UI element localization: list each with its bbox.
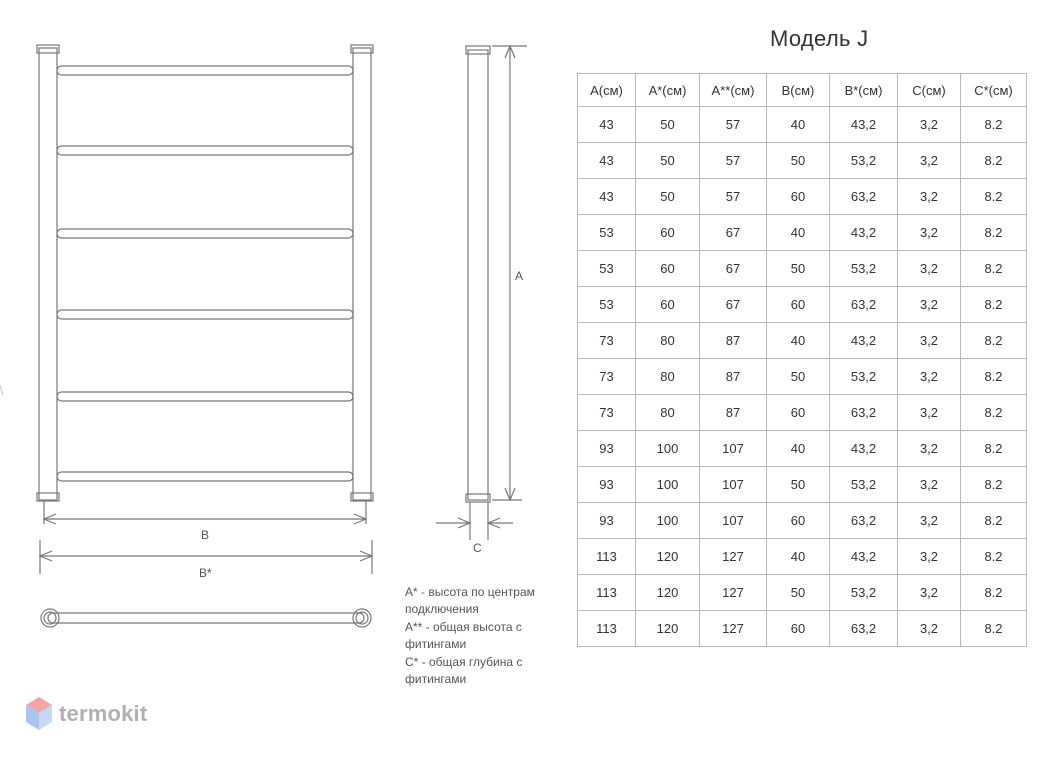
table-cell: 53 <box>578 215 636 251</box>
table-cell: 113 <box>578 539 636 575</box>
table-cell: 43 <box>578 143 636 179</box>
table-cell: 60 <box>636 215 700 251</box>
hexagon-logo-icon <box>25 696 53 732</box>
table-cell: 87 <box>700 395 767 431</box>
table-cell: 50 <box>767 143 830 179</box>
side-view-post <box>468 50 488 500</box>
table-row <box>578 251 1027 287</box>
table-row <box>578 539 1027 575</box>
table-cell: 53,2 <box>830 251 898 287</box>
table-cell: 50 <box>636 143 700 179</box>
table-row <box>578 611 1027 647</box>
table-cell: 3,2 <box>898 575 961 611</box>
note-c-star: C* - общая глубина с фитингами <box>405 654 523 687</box>
header-cell: C(см) <box>898 74 961 107</box>
table-cell: 120 <box>636 611 700 647</box>
table-cell: 107 <box>700 503 767 539</box>
horizontal-bars <box>57 66 353 481</box>
table-cell: 120 <box>636 539 700 575</box>
table-row <box>578 467 1027 503</box>
table-cell: 8.2 <box>961 503 1027 539</box>
table-cell: 43,2 <box>830 323 898 359</box>
table-cell: 63,2 <box>830 611 898 647</box>
note-a-double-star: A** - общая высота с фитингами <box>405 619 522 652</box>
table-cell: 8.2 <box>961 107 1027 143</box>
table-cell: 8.2 <box>961 287 1027 323</box>
table-cell: 100 <box>636 467 700 503</box>
table-cell: 53,2 <box>830 467 898 503</box>
table-cell: 3,2 <box>898 287 961 323</box>
dimension-b-label: B <box>201 528 210 542</box>
left-post <box>39 48 57 500</box>
table-cell: 63,2 <box>830 503 898 539</box>
table-cell: 8.2 <box>961 143 1027 179</box>
table-cell: 43 <box>578 107 636 143</box>
header-cell: A**(см) <box>700 74 767 107</box>
logo <box>25 696 147 732</box>
table-row <box>578 179 1027 215</box>
table-cell: 3,2 <box>898 323 961 359</box>
table-cell: 43,2 <box>830 107 898 143</box>
table-row <box>578 395 1027 431</box>
table-cell: 50 <box>767 575 830 611</box>
table-cell: 67 <box>700 287 767 323</box>
table-cell: 43,2 <box>830 539 898 575</box>
table-cell: 107 <box>700 467 767 503</box>
table-cell: 40 <box>767 107 830 143</box>
table-cell: 50 <box>767 467 830 503</box>
dimensions-table <box>577 73 1027 647</box>
table-cell: 3,2 <box>898 395 961 431</box>
table-cell: 60 <box>767 179 830 215</box>
table-cell: 60 <box>636 287 700 323</box>
table-cell: 80 <box>636 395 700 431</box>
table-header-row <box>578 74 1027 107</box>
table-cell: 57 <box>700 107 767 143</box>
table-cell: 100 <box>636 431 700 467</box>
table-cell: 50 <box>767 359 830 395</box>
table-cell: 87 <box>700 359 767 395</box>
table-cell: 50 <box>767 251 830 287</box>
top-view-bar <box>48 613 364 623</box>
dimension-a-label: A <box>515 269 524 283</box>
header-cell: B*(см) <box>830 74 898 107</box>
table-cell: 53 <box>578 251 636 287</box>
table-cell: 8.2 <box>961 323 1027 359</box>
table-cell: 40 <box>767 215 830 251</box>
table-cell: 8.2 <box>961 251 1027 287</box>
table-cell: 43,2 <box>830 215 898 251</box>
notes <box>405 584 565 688</box>
table-row <box>578 503 1027 539</box>
table-cell: 113 <box>578 575 636 611</box>
table-cell: 53,2 <box>830 143 898 179</box>
table-cell: 3,2 <box>898 611 961 647</box>
table-cell: 53,2 <box>830 575 898 611</box>
table-cell: 60 <box>767 395 830 431</box>
table-cell: 60 <box>636 251 700 287</box>
table-cell: 57 <box>700 143 767 179</box>
table-cell: 113 <box>578 611 636 647</box>
table-cell: 53,2 <box>830 359 898 395</box>
model-title: Модель J <box>770 26 869 51</box>
table-cell: 67 <box>700 251 767 287</box>
table-cell: 127 <box>700 575 767 611</box>
table-cell: 73 <box>578 395 636 431</box>
table-cell: 100 <box>636 503 700 539</box>
header-cell: A*(см) <box>636 74 700 107</box>
table-row <box>578 143 1027 179</box>
table-cell: 40 <box>767 539 830 575</box>
table-row <box>578 431 1027 467</box>
dimension-c-label: C <box>473 541 482 555</box>
table-cell: 107 <box>700 431 767 467</box>
table-cell: 60 <box>767 503 830 539</box>
table-cell: 8.2 <box>961 179 1027 215</box>
table-cell: 40 <box>767 431 830 467</box>
header-cell: C*(см) <box>961 74 1027 107</box>
table-cell: 57 <box>700 179 767 215</box>
note-a-star: A* - высота по центрам подключения <box>405 585 535 617</box>
table-cell: 3,2 <box>898 359 961 395</box>
table-cell: 93 <box>578 467 636 503</box>
table-cell: 8.2 <box>961 395 1027 431</box>
table-cell: 8.2 <box>961 539 1027 575</box>
table-cell: 8.2 <box>961 431 1027 467</box>
table-cell: 3,2 <box>898 143 961 179</box>
table-row <box>578 287 1027 323</box>
header-cell: B(см) <box>767 74 830 107</box>
dimension-b-star-label: B* <box>199 566 212 580</box>
table-row <box>578 359 1027 395</box>
table-cell: 3,2 <box>898 503 961 539</box>
table-cell: 53 <box>578 287 636 323</box>
table-cell: 80 <box>636 359 700 395</box>
table-cell: 93 <box>578 431 636 467</box>
table-cell: 63,2 <box>830 395 898 431</box>
table-cell: 43,2 <box>830 431 898 467</box>
table-cell: 127 <box>700 539 767 575</box>
table-cell: 3,2 <box>898 539 961 575</box>
table-cell: 3,2 <box>898 431 961 467</box>
table-cell: 3,2 <box>898 179 961 215</box>
table-cell: 50 <box>636 107 700 143</box>
table-body <box>578 107 1027 647</box>
table-cell: 3,2 <box>898 215 961 251</box>
table-cell: 8.2 <box>961 575 1027 611</box>
table-cell: 67 <box>700 215 767 251</box>
table-cell: 43 <box>578 179 636 215</box>
table-cell: 73 <box>578 323 636 359</box>
table-row <box>578 215 1027 251</box>
table-cell: 73 <box>578 359 636 395</box>
table-cell: 8.2 <box>961 467 1027 503</box>
right-post <box>353 48 371 500</box>
table-row <box>578 107 1027 143</box>
table-cell: 8.2 <box>961 215 1027 251</box>
table-cell: 60 <box>767 287 830 323</box>
header-cell: A(см) <box>578 74 636 107</box>
table-cell: 3,2 <box>898 107 961 143</box>
table-cell: 3,2 <box>898 467 961 503</box>
table-cell: 63,2 <box>830 179 898 215</box>
table-cell: 63,2 <box>830 287 898 323</box>
table-row <box>578 323 1027 359</box>
table-row <box>578 575 1027 611</box>
table-cell: 93 <box>578 503 636 539</box>
table-cell: 87 <box>700 323 767 359</box>
table-cell: 80 <box>636 323 700 359</box>
table-cell: 50 <box>636 179 700 215</box>
table-cell: 40 <box>767 323 830 359</box>
table-cell: 8.2 <box>961 359 1027 395</box>
table-cell: 8.2 <box>961 611 1027 647</box>
table-cell: 3,2 <box>898 251 961 287</box>
table-cell: 60 <box>767 611 830 647</box>
table-cell: 120 <box>636 575 700 611</box>
logo-text: termokit <box>59 701 148 726</box>
table-cell: 127 <box>700 611 767 647</box>
